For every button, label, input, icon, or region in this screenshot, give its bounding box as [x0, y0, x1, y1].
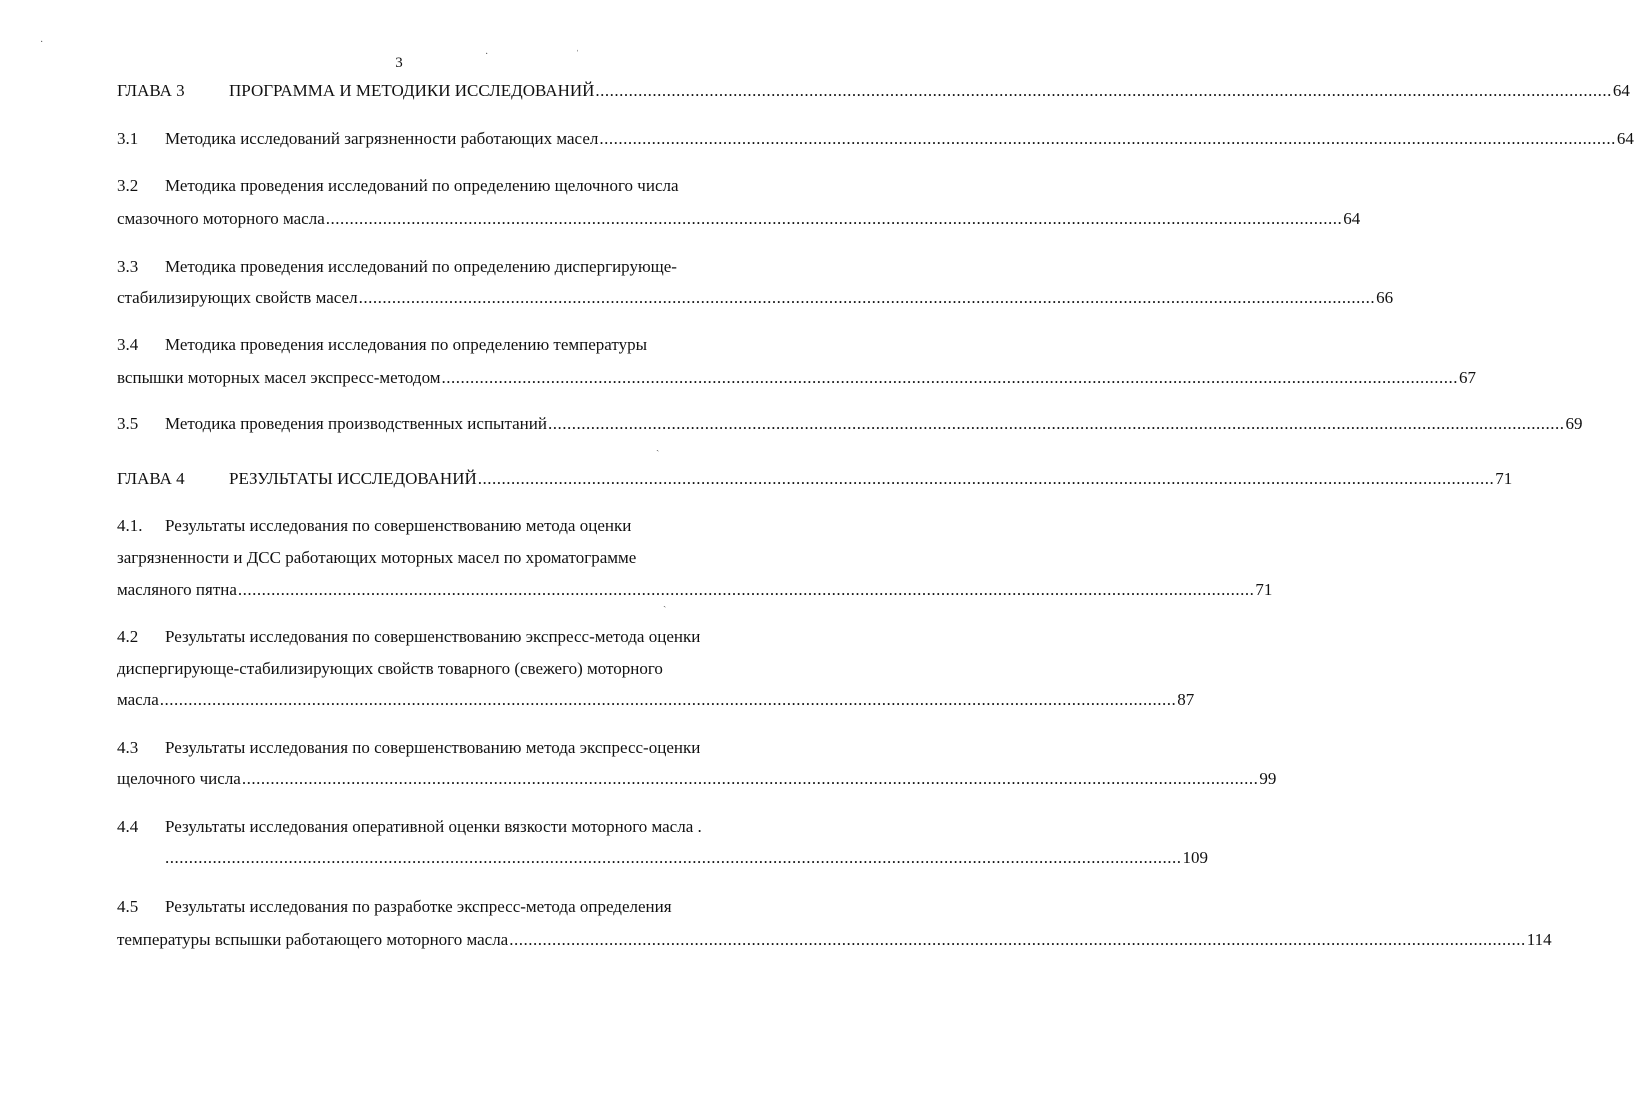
- toc-entry-title: Результаты исследования по разработке экспресс-метода определения: [165, 897, 672, 916]
- toc-entry-4-4-cont[interactable]: [117, 846, 1208, 870]
- dot-leader: [242, 767, 1259, 791]
- toc-entry-title-cont: смазочного моторного масла: [117, 209, 325, 228]
- toc-entry-title: Методика исследований загрязненности работающих масел: [165, 129, 599, 148]
- dot-leader: [160, 688, 1177, 712]
- toc-entry-3-2-cont[interactable]: [117, 207, 1361, 231]
- scan-speck: ˏ: [663, 597, 667, 608]
- toc-entry-page: 87: [1177, 690, 1195, 709]
- toc-entry-title-cont: загрязненности и ДСС работающих моторных масел по хроматограмме: [117, 548, 637, 567]
- toc-entry-4-2[interactable]: [117, 625, 767, 649]
- toc-entry-title: Результаты исследования по совершенствованию метода экспресс-оценки: [165, 738, 701, 757]
- toc-entry-page: 66: [1376, 288, 1394, 307]
- toc-entry-page: 69: [1565, 414, 1583, 433]
- dot-leader: [509, 928, 1526, 952]
- toc-entry-4-2-cont[interactable]: [117, 657, 767, 681]
- toc-entry-4-3[interactable]: [117, 736, 767, 760]
- toc-entry-chapter-4[interactable]: [117, 467, 1513, 491]
- toc-entry-title: Методика проведения производственных испытаний: [165, 414, 547, 433]
- toc-entry-title-cont: вспышки моторных масел экспресс-методом: [117, 368, 441, 387]
- toc-entry-page: 64: [1616, 129, 1634, 148]
- toc-entry-number: 4.1.: [117, 516, 143, 535]
- toc-entry-page: 114: [1526, 930, 1552, 949]
- toc-entry-title-cont: температуры вспышки работающего моторного масла: [117, 930, 509, 949]
- toc-entry-title: Методика проведения исследований по определению диспергирующе-: [165, 257, 677, 276]
- toc-entry-page: 99: [1259, 769, 1277, 788]
- toc-entry-title: Результаты исследования оперативной оценки вязкости моторного масла .: [165, 817, 702, 836]
- dot-leader: [548, 412, 1565, 436]
- toc-entry-3-4[interactable]: [117, 333, 767, 357]
- toc-entry-number: ГЛАВА 4: [117, 469, 185, 488]
- toc-entry-4-5[interactable]: [117, 895, 767, 919]
- toc-entry-number: ГЛАВА 3: [117, 81, 185, 100]
- toc-entry-title: Методика проведения исследований по определению щелочного числа: [165, 176, 679, 195]
- toc-entry-number: 4.5: [117, 897, 139, 916]
- toc-entry-3-5[interactable]: [117, 412, 1583, 436]
- dot-leader: [599, 127, 1616, 151]
- dot-leader: [326, 207, 1343, 231]
- toc-entry-3-1[interactable]: [117, 127, 1634, 151]
- toc-entry-page: 67: [1459, 368, 1477, 387]
- toc-entry-number: 4.3: [117, 738, 139, 757]
- toc-entry-3-2[interactable]: [117, 174, 767, 198]
- dot-leader: [442, 366, 1459, 390]
- toc-entry-number: 4.4: [117, 817, 139, 836]
- dot-leader: [595, 79, 1612, 103]
- dot-leader: [165, 846, 1182, 870]
- scan-speck: ·: [40, 37, 44, 48]
- toc-entry-4-4[interactable]: [117, 815, 767, 839]
- toc-entry-3-3-cont[interactable]: [117, 286, 1394, 310]
- toc-entry-3-3[interactable]: [117, 255, 767, 279]
- toc-entry-title-cont: масла: [117, 690, 159, 709]
- page-number: 3: [395, 55, 403, 71]
- dot-leader: [238, 578, 1255, 602]
- toc-entry-title: ПРОГРАММА И МЕТОДИКИ ИССЛЕДОВАНИЙ: [229, 81, 595, 100]
- toc-entry-4-1-cont[interactable]: [117, 546, 767, 570]
- scan-speck: ˎ: [656, 441, 660, 452]
- toc-entry-3-4-cont[interactable]: [117, 366, 1477, 390]
- toc-entry-title-cont: масляного пятна: [117, 580, 237, 599]
- toc-entry-number: 3.3: [117, 257, 139, 276]
- dot-leader: [478, 467, 1495, 491]
- toc-entry-4-1[interactable]: [117, 514, 767, 538]
- toc-entry-4-1-cont2[interactable]: [117, 578, 1273, 602]
- toc-entry-page: 64: [1343, 209, 1361, 228]
- toc-entry-page: 109: [1182, 848, 1208, 867]
- toc-entry-4-3-cont[interactable]: [117, 767, 1277, 791]
- toc-entry-title-cont: стабилизирующих свойств масел: [117, 288, 358, 307]
- toc-entry-4-2-cont2[interactable]: [117, 688, 1195, 712]
- toc-entry-title: Результаты исследования по совершенствованию экспресс-метода оценки: [165, 627, 701, 646]
- toc-entry-title: Результаты исследования по совершенствованию метода оценки: [165, 516, 632, 535]
- toc-entry-number: 3.5: [117, 414, 139, 433]
- dot-leader: [359, 286, 1376, 310]
- toc-entry-number: 3.1: [117, 129, 139, 148]
- toc-entry-title-cont: диспергирующе-стабилизирующих свойств товарного (свежего) моторного: [117, 659, 663, 678]
- toc-entry-4-5-cont[interactable]: [117, 928, 1552, 952]
- toc-entry-page: 71: [1495, 469, 1513, 488]
- toc-entry-number: 3.4: [117, 335, 139, 354]
- toc-entry-page: 71: [1255, 580, 1273, 599]
- toc-entry-title-cont: щелочного числа: [117, 769, 241, 788]
- toc-entry-title: РЕЗУЛЬТАТЫ ИССЛЕДОВАНИЙ: [229, 469, 477, 488]
- toc-entry-title: Методика проведения исследования по определению температуры: [165, 335, 648, 354]
- scan-speck: ˈ: [576, 49, 580, 60]
- toc-entry-page: 64: [1612, 81, 1630, 100]
- toc-entry-number: 4.2: [117, 627, 139, 646]
- toc-entry-chapter-3[interactable]: [117, 79, 1630, 103]
- scan-speck: ·: [485, 49, 489, 60]
- toc-entry-number: 3.2: [117, 176, 139, 195]
